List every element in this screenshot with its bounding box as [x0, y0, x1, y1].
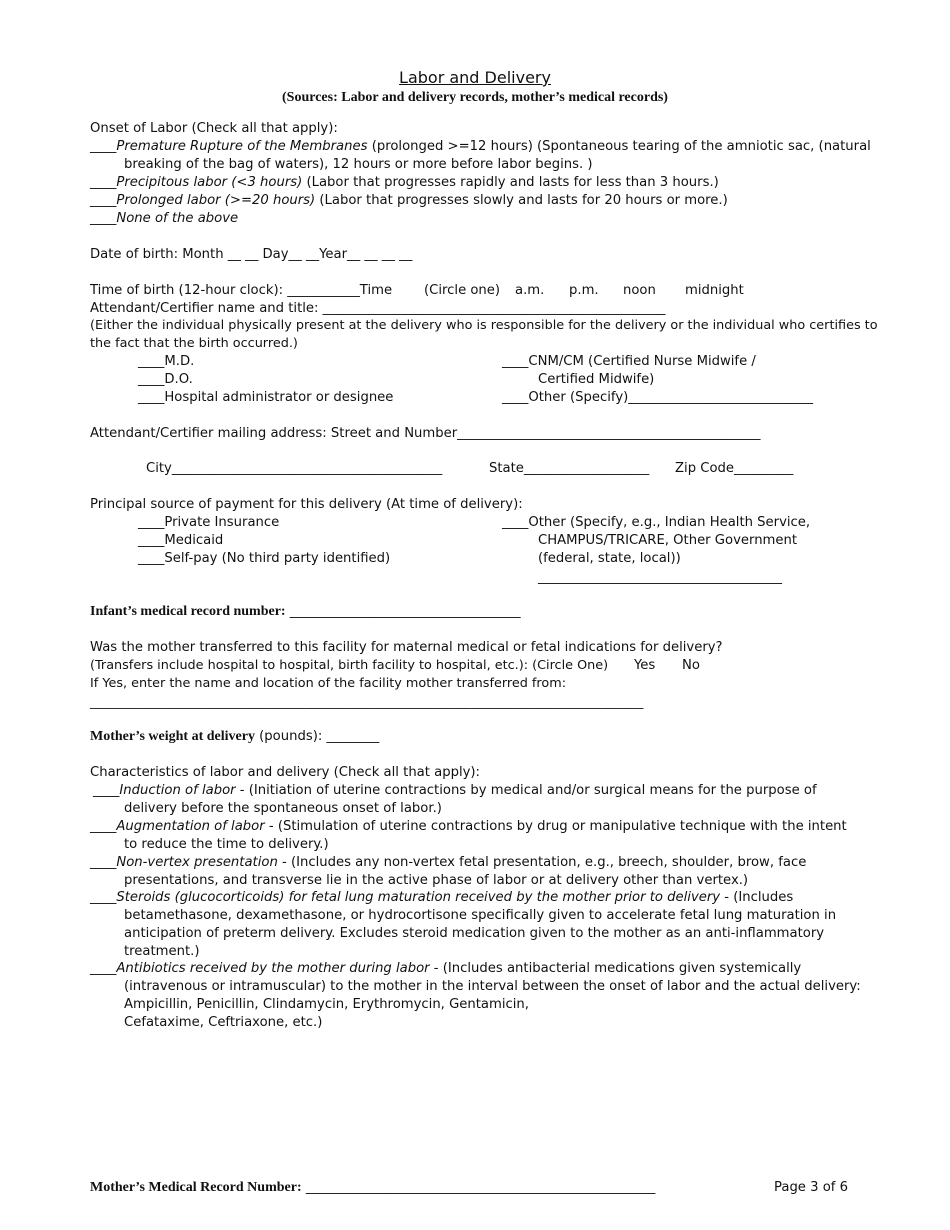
- payment-other-label-cont: CHAMPUS/TRICARE, Other Government: [538, 533, 798, 548]
- transfer-yes-option[interactable]: Yes: [634, 658, 656, 673]
- onset-prolonged-term: Prolonged labor (>=20 hours): [116, 193, 316, 208]
- infant-record-label: Infant’s medical record number:: [90, 604, 286, 619]
- transfer-no-option[interactable]: No: [682, 658, 700, 673]
- attendant-md-checkbox[interactable]: ____: [138, 354, 165, 369]
- time-option-pm[interactable]: p.m.: [569, 283, 599, 298]
- payment-heading: Principal source of payment for this delivery (At time of delivery):: [90, 497, 523, 512]
- payment-other-row: [502, 514, 810, 532]
- nonvertex-desc: - (Includes any non-vertex fetal presentation, e.g., breech, shoulder, brow, face: [277, 855, 807, 870]
- transfer-ifyes-label: If Yes, enter the name and location of the facility mother transferred from:: [90, 676, 567, 691]
- attendant-state-field[interactable]: State___________________: [489, 461, 650, 476]
- steroids-desc-cont2: anticipation of preterm delivery. Excludes steroid medication given to the mother as an anti-inflammatory: [124, 926, 825, 941]
- onset-precip-desc: (Labor that progresses rapidly and lasts for less than 3 hours.): [302, 175, 719, 190]
- time-option-noon[interactable]: noon: [623, 283, 656, 298]
- payment-medicaid-row: [138, 532, 223, 550]
- nonvertex-row: [90, 854, 806, 872]
- antibiotics-desc-cont2: Ampicillin, Penicillin, Clindamycin, Erythromycin, Gentamicin,: [124, 997, 529, 1012]
- attendant-note-cont: the fact that the birth occurred.): [90, 336, 298, 351]
- steroids-term: Steroids (glucocorticoids) for fetal lung maturation received by the mother prior to delivery: [116, 890, 721, 905]
- antibiotics-row: [90, 960, 801, 978]
- steroids-checkbox[interactable]: ____: [90, 890, 117, 905]
- attendant-other-checkbox[interactable]: ____: [502, 390, 529, 405]
- attendant-city-field[interactable]: City_________________________________________: [146, 461, 443, 476]
- page-title: Labor and Delivery: [399, 68, 551, 87]
- payment-other-checkbox[interactable]: ____: [502, 515, 529, 530]
- payment-selfpay-row: [138, 550, 390, 568]
- transfer-note: (Transfers include hospital to hospital, birth facility to hospital, etc.): (Circle One): [90, 658, 609, 673]
- attendant-other-field[interactable]: Other (Specify)____________________________: [528, 390, 813, 405]
- attendant-md-row: [138, 353, 194, 371]
- attendant-cnm-checkbox[interactable]: ____: [502, 354, 529, 369]
- infant-record-field[interactable]: ___________________________________: [285, 604, 521, 619]
- characteristics-heading: Characteristics of labor and delivery (Check all that apply):: [90, 765, 480, 780]
- footer-record-row: [90, 1179, 655, 1197]
- nonvertex-term: Non-vertex presentation: [116, 855, 278, 870]
- onset-heading: Onset of Labor (Check all that apply):: [90, 121, 338, 136]
- payment-selfpay-checkbox[interactable]: ____: [138, 551, 165, 566]
- infant-record-row: [90, 603, 521, 621]
- onset-none-row: [90, 210, 238, 228]
- payment-private-label: Private Insurance: [164, 515, 280, 530]
- attendant-address-field[interactable]: Attendant/Certifier mailing address: Street and Number______________________________________________: [90, 426, 761, 441]
- induction-desc: - (Initiation of uterine contractions by medical and/or surgical means for the purpose of: [235, 783, 817, 798]
- onset-none-term: None of the above: [116, 211, 239, 226]
- transfer-question: Was the mother transferred to this facility for maternal medical or fetal indications for delivery?: [90, 640, 723, 655]
- onset-prom-desc: (prolonged >=12 hours) (Spontaneous tearing of the amniotic sac, (natural: [367, 139, 871, 154]
- steroids-desc: - (Includes: [720, 890, 794, 905]
- time-option-midnight[interactable]: midnight: [685, 283, 744, 298]
- antibiotics-desc: - (Includes antibacterial medications given systemically: [429, 961, 802, 976]
- page-number: Page 3 of 6: [774, 1180, 848, 1195]
- page-subtitle: (Sources: Labor and delivery records, mother’s medical records): [282, 90, 668, 105]
- augmentation-term: Augmentation of labor: [116, 819, 265, 834]
- antibiotics-checkbox[interactable]: ____: [90, 961, 117, 976]
- attendant-hosp-checkbox[interactable]: ____: [138, 390, 165, 405]
- weight-row: [90, 728, 379, 746]
- attendant-cnm-row: [502, 353, 756, 371]
- steroids-desc-cont3: treatment.): [124, 944, 200, 959]
- date-of-birth-field[interactable]: Date of birth: Month __ __ Day__ __Year__ __ __ __: [90, 247, 413, 262]
- payment-other-label: Other (Specify, e.g., Indian Health Service,: [528, 515, 811, 530]
- payment-selfpay-label: Self-pay (No third party identified): [164, 551, 391, 566]
- onset-precip-row: [90, 174, 719, 192]
- payment-medicaid-label: Medicaid: [164, 533, 224, 548]
- onset-prom-desc-cont: breaking of the bag of waters), 12 hours or more before labor begins. ): [124, 157, 593, 172]
- footer-record-label: Mother’s Medical Record Number:: [90, 1180, 302, 1195]
- augmentation-desc: - (Stimulation of uterine contractions by drug or manipulative technique with the intent: [264, 819, 847, 834]
- attendant-md-label: M.D.: [164, 354, 195, 369]
- footer-record-field[interactable]: ____________________: [301, 1180, 438, 1195]
- onset-prolonged-checkbox[interactable]: ____: [90, 193, 117, 208]
- antibiotics-desc-cont: (intravenous or intramuscular) to the mother in the interval between the onset of labor and the actual delivery:: [124, 979, 861, 994]
- payment-medicaid-checkbox[interactable]: ____: [138, 533, 165, 548]
- onset-prom-term: Premature Rupture of the Membranes: [116, 139, 368, 154]
- onset-precip-term: Precipitous labor (<3 hours): [116, 175, 303, 190]
- attendant-do-row: [138, 371, 193, 389]
- attendant-do-checkbox[interactable]: ____: [138, 372, 165, 387]
- time-option-am[interactable]: a.m.: [515, 283, 545, 298]
- attendant-do-label: D.O.: [164, 372, 193, 387]
- time-circle-label: (Circle one): [424, 283, 501, 298]
- augmentation-row: [90, 818, 847, 836]
- payment-other-field[interactable]: _____________________________________: [538, 570, 782, 585]
- footer-record-field-ext[interactable]: _________________________________: [437, 1180, 656, 1195]
- attendant-name-field[interactable]: Attendant/Certifier name and title: ____________________________________________________: [90, 301, 666, 316]
- payment-private-row: [138, 514, 279, 532]
- onset-prolonged-row: [90, 192, 728, 210]
- onset-prolonged-desc: (Labor that progresses slowly and lasts for 20 hours or more.): [315, 193, 728, 208]
- induction-checkbox[interactable]: ____: [93, 783, 120, 798]
- nonvertex-desc-cont: presentations, and transverse lie in the active phase of labor or at delivery other than vertex.): [124, 873, 749, 888]
- onset-none-checkbox[interactable]: ____: [90, 211, 117, 226]
- induction-desc-cont: delivery before the spontaneous onset of labor.): [124, 801, 442, 816]
- payment-other-label-cont2: (federal, state, local)): [538, 551, 681, 566]
- onset-prom-row: [90, 138, 871, 156]
- onset-precip-checkbox[interactable]: ____: [90, 175, 117, 190]
- augmentation-checkbox[interactable]: ____: [90, 819, 117, 834]
- induction-term: Induction of labor: [119, 783, 236, 798]
- payment-private-checkbox[interactable]: ____: [138, 515, 165, 530]
- augmentation-desc-cont: to reduce the time to delivery.): [124, 837, 329, 852]
- induction-row: [93, 782, 817, 800]
- steroids-desc-cont: betamethasone, dexamethasone, or hydrocortisone specifically given to accelerate fetal lung maturation in: [124, 908, 837, 923]
- weight-field[interactable]: (pounds): ________: [254, 729, 380, 744]
- attendant-cnm-label-cont: Certified Midwife): [538, 372, 655, 387]
- attendant-other-row: [502, 389, 813, 407]
- antibiotics-desc-cont3: Cefataxime, Ceftriaxone, etc.): [124, 1015, 323, 1030]
- attendant-zip-field[interactable]: Zip Code_________: [675, 461, 794, 476]
- transfer-facility-field[interactable]: __________________________________________________________________________________________: [90, 695, 644, 709]
- time-of-birth-field[interactable]: Time of birth (12-hour clock): ___________Time: [90, 283, 393, 298]
- weight-label: Mother’s weight at delivery: [90, 729, 255, 744]
- antibiotics-term: Antibiotics received by the mother during labor: [116, 961, 430, 976]
- nonvertex-checkbox[interactable]: ____: [90, 855, 117, 870]
- attendant-hosp-label: Hospital administrator or designee: [164, 390, 394, 405]
- steroids-row: [90, 889, 793, 907]
- attendant-note: (Either the individual physically present at the delivery who is responsible for the delivery or the individual who certifies to: [90, 318, 878, 333]
- onset-prom-checkbox[interactable]: ____: [90, 139, 117, 154]
- attendant-cnm-label: CNM/CM (Certified Nurse Midwife /: [528, 354, 756, 369]
- attendant-hosp-row: [138, 389, 393, 407]
